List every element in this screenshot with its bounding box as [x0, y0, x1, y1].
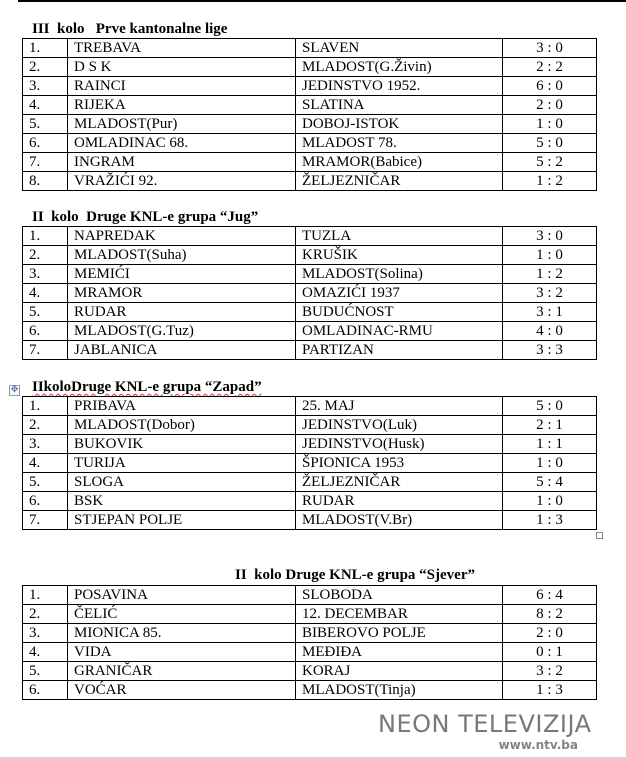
- away-team: MEĐIĐA: [296, 643, 503, 662]
- results-table-prva-liga: [22, 38, 597, 191]
- match-row: [23, 134, 597, 153]
- home-team: GRANIČAR: [68, 662, 296, 681]
- home-team: MRAMOR: [68, 284, 296, 303]
- match-row: [23, 473, 597, 492]
- away-team: ŽELJEZNIČAR: [296, 172, 503, 191]
- home-team: VIDA: [68, 643, 296, 662]
- results-table-jug: [22, 226, 597, 360]
- match-number: 1.: [23, 227, 68, 246]
- away-team: ŠPIONICA 1953: [296, 454, 503, 473]
- match-score: 3 : 1: [503, 303, 597, 322]
- home-team: BUKOVIK: [68, 435, 296, 454]
- match-score: 4 : 0: [503, 322, 597, 341]
- match-score: 1 : 0: [503, 115, 597, 134]
- home-team: MLADOST(G.Tuz): [68, 322, 296, 341]
- match-number: 5.: [23, 115, 68, 134]
- home-team: BSK: [68, 492, 296, 511]
- watermark-title: NEON TELEVIZIJA: [378, 710, 592, 738]
- match-number: 2.: [23, 605, 68, 624]
- match-score: 2 : 2: [503, 58, 597, 77]
- match-number: 5.: [23, 473, 68, 492]
- match-row: [23, 39, 597, 58]
- away-team: MLADOST(V.Br): [296, 511, 503, 530]
- match-number: 6.: [23, 492, 68, 511]
- match-row: [23, 624, 597, 643]
- home-team: RIJEKA: [68, 96, 296, 115]
- match-row: [23, 435, 597, 454]
- match-row: [23, 643, 597, 662]
- away-team: MLADOST(Solina): [296, 265, 503, 284]
- match-score: 8 : 2: [503, 605, 597, 624]
- away-team: MRAMOR(Babice): [296, 153, 503, 172]
- section-title-sjever: II kolo Druge KNL-e grupa “Sjever”: [235, 567, 475, 583]
- match-row: [23, 246, 597, 265]
- match-number: 7.: [23, 153, 68, 172]
- results-table-sjever: [22, 585, 597, 700]
- results-table-zapad: [22, 396, 597, 530]
- away-team: DOBOJ-ISTOK: [296, 115, 503, 134]
- match-number: 6.: [23, 322, 68, 341]
- away-team: JEDINSTVO(Luk): [296, 416, 503, 435]
- match-number: 4.: [23, 643, 68, 662]
- match-row: [23, 454, 597, 473]
- match-score: 1 : 3: [503, 511, 597, 530]
- match-score: 2 : 0: [503, 96, 597, 115]
- away-team: KORAJ: [296, 662, 503, 681]
- match-number: 3.: [23, 435, 68, 454]
- match-row: [23, 341, 597, 360]
- away-team: MLADOST(Tinja): [296, 681, 503, 700]
- page-top-border: [18, 0, 626, 2]
- match-row: [23, 58, 597, 77]
- home-team: MLADOST(Dobor): [68, 416, 296, 435]
- match-score: 1 : 2: [503, 172, 597, 191]
- away-team: MLADOST 78.: [296, 134, 503, 153]
- away-team: SLATINA: [296, 96, 503, 115]
- away-team: 12. DECEMBAR: [296, 605, 503, 624]
- away-team: OMAZIĆI 1937: [296, 284, 503, 303]
- match-row: [23, 172, 597, 191]
- match-number: 4.: [23, 454, 68, 473]
- home-team: JABLANICA: [68, 341, 296, 360]
- match-number: 2.: [23, 246, 68, 265]
- match-score: 1 : 0: [503, 454, 597, 473]
- match-score: 1 : 0: [503, 492, 597, 511]
- match-row: [23, 153, 597, 172]
- home-team: VOĆAR: [68, 681, 296, 700]
- match-score: 3 : 0: [503, 39, 597, 58]
- match-number: 5.: [23, 303, 68, 322]
- match-row: [23, 115, 597, 134]
- away-team: BUDUĆNOST: [296, 303, 503, 322]
- match-row: [23, 681, 597, 700]
- match-row: [23, 605, 597, 624]
- home-team: MLADOST(Suha): [68, 246, 296, 265]
- match-row: [23, 303, 597, 322]
- home-team: PRIBAVA: [68, 397, 296, 416]
- match-number: 7.: [23, 511, 68, 530]
- match-score: 5 : 4: [503, 473, 597, 492]
- home-team: NAPREDAK: [68, 227, 296, 246]
- match-score: 3 : 3: [503, 341, 597, 360]
- watermark: [378, 710, 598, 752]
- match-number: 4.: [23, 284, 68, 303]
- home-team: D S K: [68, 58, 296, 77]
- match-number: 4.: [23, 96, 68, 115]
- match-score: 5 : 0: [503, 397, 597, 416]
- match-number: 1.: [23, 397, 68, 416]
- match-score: 1 : 2: [503, 265, 597, 284]
- match-number: 3.: [23, 77, 68, 96]
- away-team: TUZLA: [296, 227, 503, 246]
- match-row: [23, 416, 597, 435]
- match-score: 6 : 4: [503, 586, 597, 605]
- match-number: 5.: [23, 662, 68, 681]
- watermark-url: www.ntv.ba: [498, 738, 578, 752]
- home-team: ČELIĆ: [68, 605, 296, 624]
- match-score: 5 : 2: [503, 153, 597, 172]
- home-team: TREBAVA: [68, 39, 296, 58]
- match-row: [23, 284, 597, 303]
- away-team: 25. MAJ: [296, 397, 503, 416]
- home-team: POSAVINA: [68, 586, 296, 605]
- away-team: OMLADINAC-RMU: [296, 322, 503, 341]
- away-team: JEDINSTVO(Husk): [296, 435, 503, 454]
- home-team: TURIJA: [68, 454, 296, 473]
- match-number: 3.: [23, 624, 68, 643]
- move-arrows-icon: ✥: [10, 385, 19, 395]
- match-row: [23, 492, 597, 511]
- away-team: SLAVEN: [296, 39, 503, 58]
- home-team: RUDAR: [68, 303, 296, 322]
- match-number: 7.: [23, 341, 68, 360]
- match-score: 1 : 1: [503, 435, 597, 454]
- match-score: 3 : 2: [503, 284, 597, 303]
- table-move-handle[interactable]: [9, 385, 20, 396]
- away-team: RUDAR: [296, 492, 503, 511]
- match-score: 3 : 0: [503, 227, 597, 246]
- match-row: [23, 586, 597, 605]
- home-team: MIONICA 85.: [68, 624, 296, 643]
- home-team: SLOGA: [68, 473, 296, 492]
- home-team: MEMIĆI: [68, 265, 296, 284]
- match-row: [23, 96, 597, 115]
- away-team: PARTIZAN: [296, 341, 503, 360]
- match-row: [23, 265, 597, 284]
- home-team: STJEPAN POLJE: [68, 511, 296, 530]
- match-row: [23, 662, 597, 681]
- match-number: 1.: [23, 39, 68, 58]
- away-team: JEDINSTVO 1952.: [296, 77, 503, 96]
- home-team: RAINCI: [68, 77, 296, 96]
- match-number: 6.: [23, 681, 68, 700]
- section-title-jug: II kolo Druge KNL-e grupa “Jug”: [32, 209, 259, 225]
- section-title-zapad: IIkoloDruge KNL-e grupa “Zapad”: [32, 379, 262, 395]
- match-score: 1 : 0: [503, 246, 597, 265]
- home-team: VRAŽIĆI 92.: [68, 172, 296, 191]
- resize-square-icon[interactable]: [596, 532, 603, 539]
- match-number: 2.: [23, 58, 68, 77]
- match-score: 6 : 0: [503, 77, 597, 96]
- match-row: [23, 77, 597, 96]
- match-row: [23, 322, 597, 341]
- match-score: 1 : 3: [503, 681, 597, 700]
- home-team: INGRAM: [68, 153, 296, 172]
- away-team: BIBEROVO POLJE: [296, 624, 503, 643]
- match-row: [23, 511, 597, 530]
- away-team: MLADOST(G.Živin): [296, 58, 503, 77]
- match-row: [23, 397, 597, 416]
- away-team: ŽELJEZNIČAR: [296, 473, 503, 492]
- match-number: 2.: [23, 416, 68, 435]
- match-score: 0 : 1: [503, 643, 597, 662]
- section-title-prva-liga: III kolo Prve kantonalne lige: [32, 21, 228, 37]
- match-number: 1.: [23, 586, 68, 605]
- away-team: KRUŠIK: [296, 246, 503, 265]
- match-score: 2 : 1: [503, 416, 597, 435]
- match-score: 5 : 0: [503, 134, 597, 153]
- match-score: 3 : 2: [503, 662, 597, 681]
- match-number: 8.: [23, 172, 68, 191]
- home-team: MLADOST(Pur): [68, 115, 296, 134]
- match-number: 3.: [23, 265, 68, 284]
- match-score: 2 : 0: [503, 624, 597, 643]
- home-team: OMLADINAC 68.: [68, 134, 296, 153]
- away-team: SLOBODA: [296, 586, 503, 605]
- match-number: 6.: [23, 134, 68, 153]
- match-row: [23, 227, 597, 246]
